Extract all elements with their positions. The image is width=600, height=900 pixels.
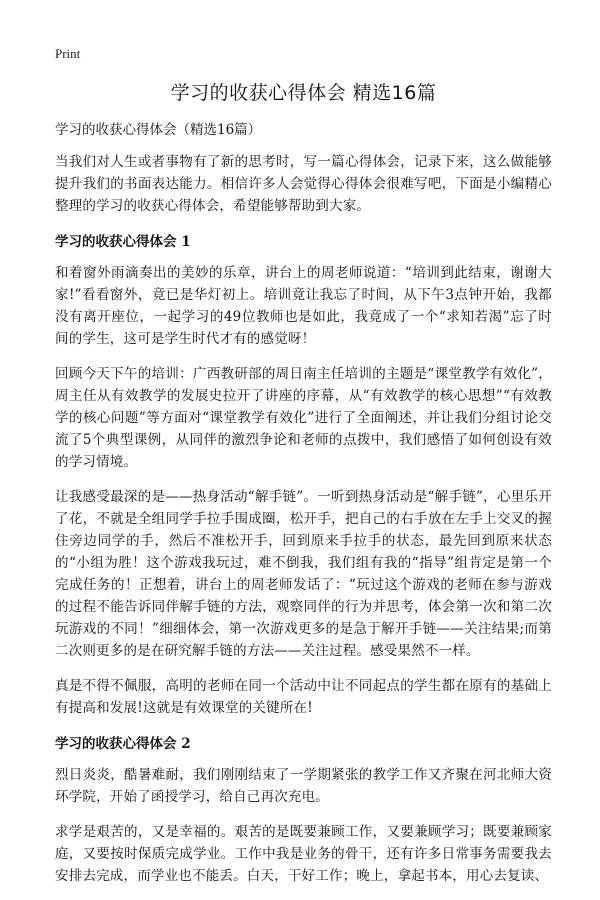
section-paragraph: 求学是艰苦的，又是幸福的。艰苦的是既要兼顾工作，又要兼顾学习；既要兼顾家庭，又要按时保质完成学业。工作中我是业务的骨干，还有许多日常事务需要我去安排去完成，而学业也不能丢。白天，干好工作；晚上，拿起书本，用心去复读、 (55, 824, 552, 884)
intro-paragraph: 当我们对人生或者事物有了新的思考时，写一篇心得体会，记录下来，这么做能够提升我们的书面表达能力。相信许多人会觉得心得体会很难写吧，下面是小编精心整理的学习的收获心得体会，希望能够帮助到大家。 (55, 154, 552, 214)
section-paragraph: 回顾今天下午的培训：广西教研部的周日南主任培训的主题是“课堂教学有效化”，周主任从有效教学的发展史拉开了讲座的序幕，从“有效教学的核心思想”“有效教学的核心问题”等方面对“课堂教学有效化”进行了全面阐述，并让我们分组讨论交流了5个典型课例，从同伴的激烈争论和老师的点拨中，我们感悟了如何创设有效的学习情境。 (55, 366, 552, 470)
section-paragraph: 和着窗外雨滴奏出的美妙的乐章，讲台上的周老师说道：“培训到此结束，谢谢大家!”看看窗外，竟已是华灯初上。培训竟让我忘了时间，从下午3点钟开始，我都没有离开座位，一起学习的49位教师也是如此，我竟成了一个“求知若渴”忘了时间的学生，这可是学生时代才有的感觉呀！ (55, 265, 552, 347)
section-paragraph: 烈日炎炎，酷暑难耐，我们刚刚结束了一学期紧张的教学工作又齐聚在河北师大资环学院，开始了函授学习，给自己再次充电。 (55, 767, 552, 805)
section-heading: 学习的收获心得体会 1 (55, 234, 191, 250)
print-link[interactable]: Print (55, 46, 81, 61)
document-subtitle: 学习的收获心得体会（精选16篇） (55, 122, 262, 138)
document-page (55, 78, 552, 900)
section-heading: 学习的收获心得体会 2 (55, 736, 191, 752)
section-paragraph: 真是不得不佩服，高明的老师在同一个活动中让不同起点的学生都在原有的基础上有提高和发展!这就是有效课堂的关键所在! (55, 678, 552, 716)
page-title: 学习的收获心得体会 精选16篇 (170, 82, 437, 104)
section-paragraph: 让我感受最深的是——热身活动“解手链”。一听到热身活动是“解手链”，心里乐开了花，不就是全组同学手拉手围成圈，松开手，把自己的右手放在左手上交叉的握住旁边同学的手，然后不准松开手，回到原来手拉手的状态，最先回到原来状态的“小组为胜！这个游戏我玩过，难不倒我，我们组有我的“指导”组肯定是第一个完成任务的！正想着，讲台上的周老师发话了：“玩过这个游戏的老师在参与游戏的过程不能告诉同伴解手链的方法，观察同伴的行为并思考，体会第一次和第二次玩游戏的不同！”细细体会，第一次游戏更多的是急于解开手链——关注结果;而第二次则更多的是在研究解手链的方法——关注过程。感受果然不一样。 (55, 489, 552, 659)
